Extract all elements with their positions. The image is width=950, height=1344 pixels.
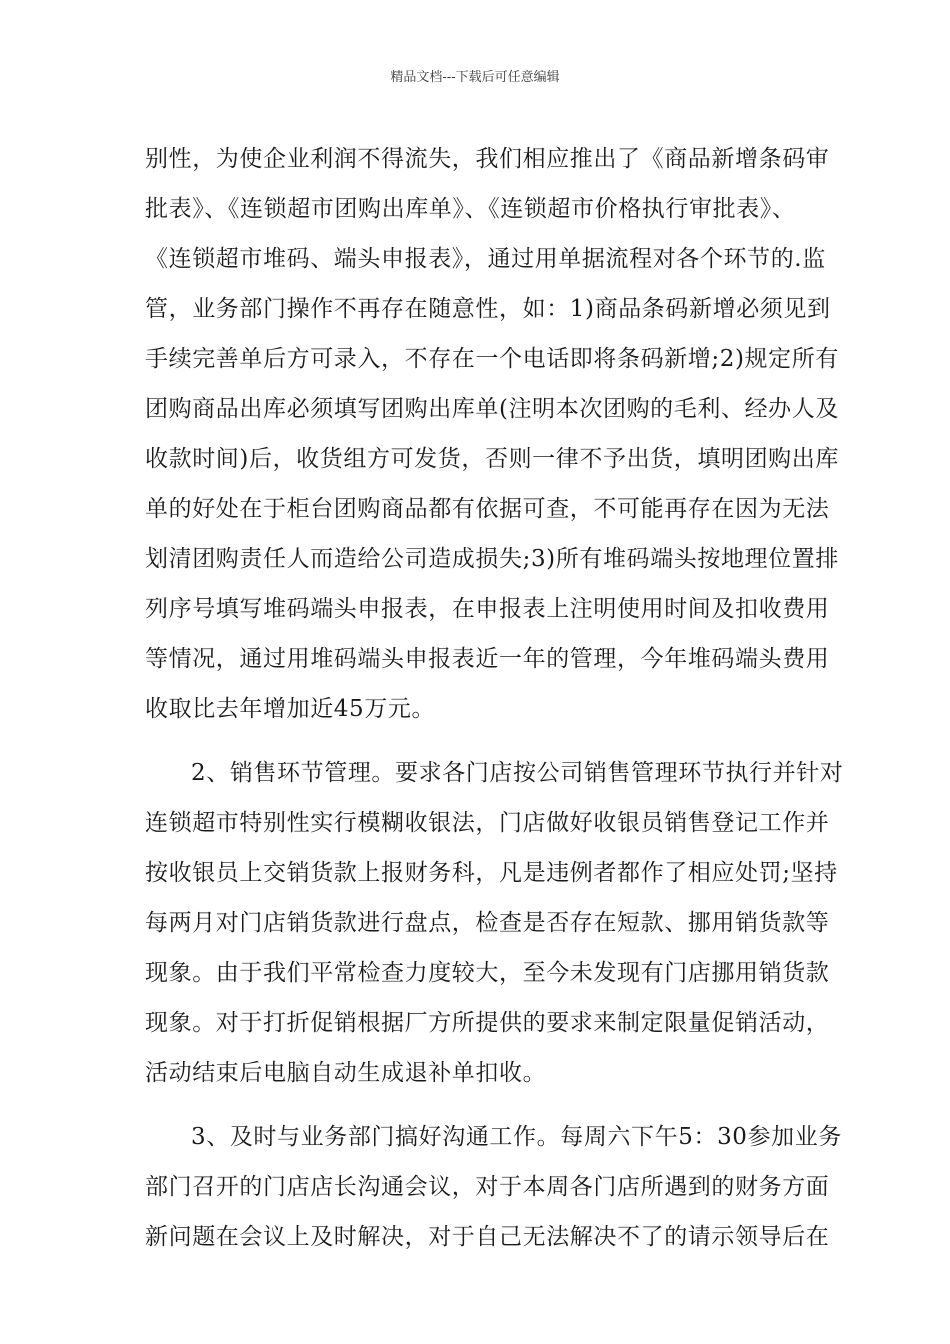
text-line: 新问题在会议上及时解决，对于自己无法解决不了的请示领导后在 bbox=[145, 1224, 830, 1250]
page-header: 精品文档---下载后可任意编辑 bbox=[390, 70, 560, 85]
text-line: 按收银员上交销货款上报财务科，凡是违例者都作了相应处罚;坚持 bbox=[145, 860, 838, 886]
text-line: 每两月对门店销货款进行盘点，检查是否存在短款、挪用销货款等 bbox=[145, 910, 830, 936]
paragraph-start-line: 3、及时与业务部门搞好沟通工作。每周六下午5：30参加业务 bbox=[191, 1124, 842, 1150]
text-line: 单的好处在于柜台团购商品都有依据可查，不可能再存在因为无法 bbox=[145, 496, 830, 522]
text-line: 列序号填写堆码端头申报表，在申报表上注明使用时间及扣收费用 bbox=[145, 596, 830, 622]
paragraph-gap bbox=[145, 1098, 810, 1112]
text-line: 连锁超市特别性实行模糊收银法，门店做好收银员销售登记工作并 bbox=[145, 810, 830, 836]
text-line: 批表》、《连锁超市团购出库单》、《连锁超市价格执行审批表》、 bbox=[145, 196, 796, 222]
text-line: 现象。对于打折促销根据厂方所提供的要求来制定限量促销活动， bbox=[145, 1010, 830, 1036]
document-body bbox=[145, 134, 844, 1262]
text-line: 管，业务部门操作不再存在随意性，如：1)商品条码新增必须见到 bbox=[145, 296, 831, 322]
text-line: 团购商品出库必须填写团购出库单(注明本次团购的毛利、经办人及 bbox=[145, 396, 839, 422]
text-line: 手续完善单后方可录入，不存在一个电话即将条码新增;2)规定所有 bbox=[145, 346, 839, 372]
text-line: 收取比去年增加近45万元。 bbox=[145, 696, 436, 722]
text-line: 收款时间)后，收货组方可发货，否则一律不予出货，填明团购出库 bbox=[145, 446, 839, 472]
text-line: 等情况，通过用堆码端头申报表近一年的管理，今年堆码端头费用 bbox=[145, 646, 830, 672]
text-line: 活动结束后电脑自动生成退补单扣收。 bbox=[145, 1060, 547, 1086]
paragraph-start-line: 2、销售环节管理。要求各门店按公司销售管理环节执行并针对 bbox=[191, 760, 844, 786]
text-line: 别性，为使企业利润不得流失，我们相应推出了《商品新增条码审 bbox=[145, 146, 830, 172]
text-line: 部门召开的门店店长沟通会议，对于本周各门店所遇到的财务方面 bbox=[145, 1174, 830, 1200]
paragraph-gap bbox=[145, 734, 810, 748]
text-line: 《连锁超市堆码、端头申报表》，通过用单据流程对各个环节的.监 bbox=[145, 246, 826, 272]
text-line: 划清团购责任人而造给公司造成损失;3)所有堆码端头按地理位置排 bbox=[145, 546, 839, 572]
text-line: 现象。由于我们平常检查力度较大，至今未发现有门店挪用销货款 bbox=[145, 960, 830, 986]
